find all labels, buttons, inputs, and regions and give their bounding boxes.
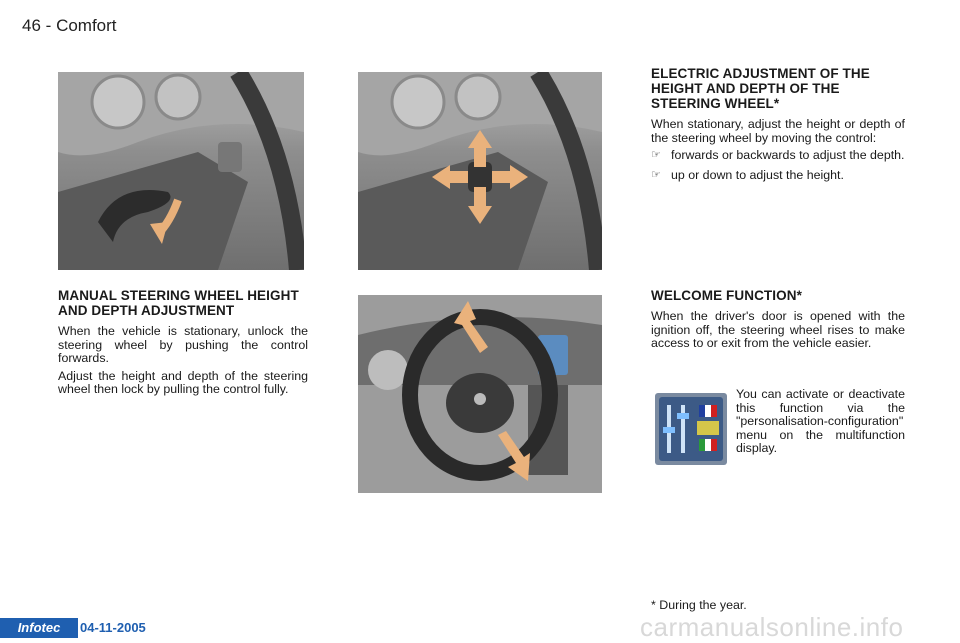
bullet-height bbox=[651, 169, 905, 183]
header-separator: - bbox=[45, 16, 52, 35]
welcome-activation-note bbox=[736, 388, 905, 456]
page-header bbox=[22, 16, 117, 36]
manual-adjustment-paragraph-2: Adjust the height and depth of the steering wheel then lock by pulling the control fully. bbox=[58, 368, 308, 397]
steering-wheel-illustration bbox=[358, 295, 602, 493]
footnote bbox=[651, 598, 747, 612]
infotec-logo: Infotec bbox=[0, 618, 78, 638]
photo-manual-lever bbox=[58, 72, 304, 270]
watermark: carmanualsonline.info bbox=[640, 612, 904, 642]
welcome-function-title: WELCOME FUNCTION* bbox=[651, 288, 802, 303]
footnote-star: * bbox=[651, 598, 656, 612]
footnote-text: During the year. bbox=[659, 598, 747, 612]
manual-adjustment-section bbox=[58, 288, 308, 397]
bullet-depth-text: forwards or backwards to adjust the depth. bbox=[671, 148, 905, 163]
electric-adjustment-section bbox=[651, 66, 905, 182]
welcome-function-section bbox=[651, 288, 905, 351]
settings-sliders-icon bbox=[655, 393, 727, 465]
electric-adjustment-intro: When stationary, adjust the height or depth of the steering wheel by moving the control: bbox=[651, 117, 905, 145]
photo-electric-control bbox=[358, 72, 602, 270]
welcome-function-paragraph: When the driver's door is opened with the ignition off, the steering wheel rises to make access to or exit from the vehicle easier. bbox=[651, 309, 905, 351]
photo-steering-wheel bbox=[358, 295, 602, 493]
pointing-hand-icon: ☞ bbox=[651, 149, 661, 162]
page-number: 46 bbox=[22, 16, 41, 35]
electric-control-illustration bbox=[358, 72, 602, 270]
bullet-height-text: up or down to adjust the height. bbox=[671, 167, 844, 182]
manual-adjustment-paragraph-1: When the vehicle is stationary, unlock the steering wheel by pushing the control forwards. bbox=[58, 324, 308, 366]
personalisation-settings-icon bbox=[655, 393, 727, 465]
electric-adjustment-title: ELECTRIC ADJUSTMENT OF THE HEIGHT AND DEPTH OF THE STEERING WHEEL* bbox=[651, 66, 870, 111]
footer-date: 04-11-2005 bbox=[80, 620, 146, 635]
manual-lever-illustration bbox=[58, 72, 304, 270]
section-title: Comfort bbox=[56, 16, 117, 35]
bullet-depth bbox=[651, 149, 905, 163]
pointing-hand-icon: ☞ bbox=[651, 168, 661, 181]
manual-adjustment-title: MANUAL STEERING WHEEL HEIGHT AND DEPTH ADJUSTMENT bbox=[58, 288, 299, 318]
welcome-activation-paragraph: You can activate or deactivate this function via the "personalisation-configuration" menu on the multifunction display. bbox=[736, 387, 905, 456]
